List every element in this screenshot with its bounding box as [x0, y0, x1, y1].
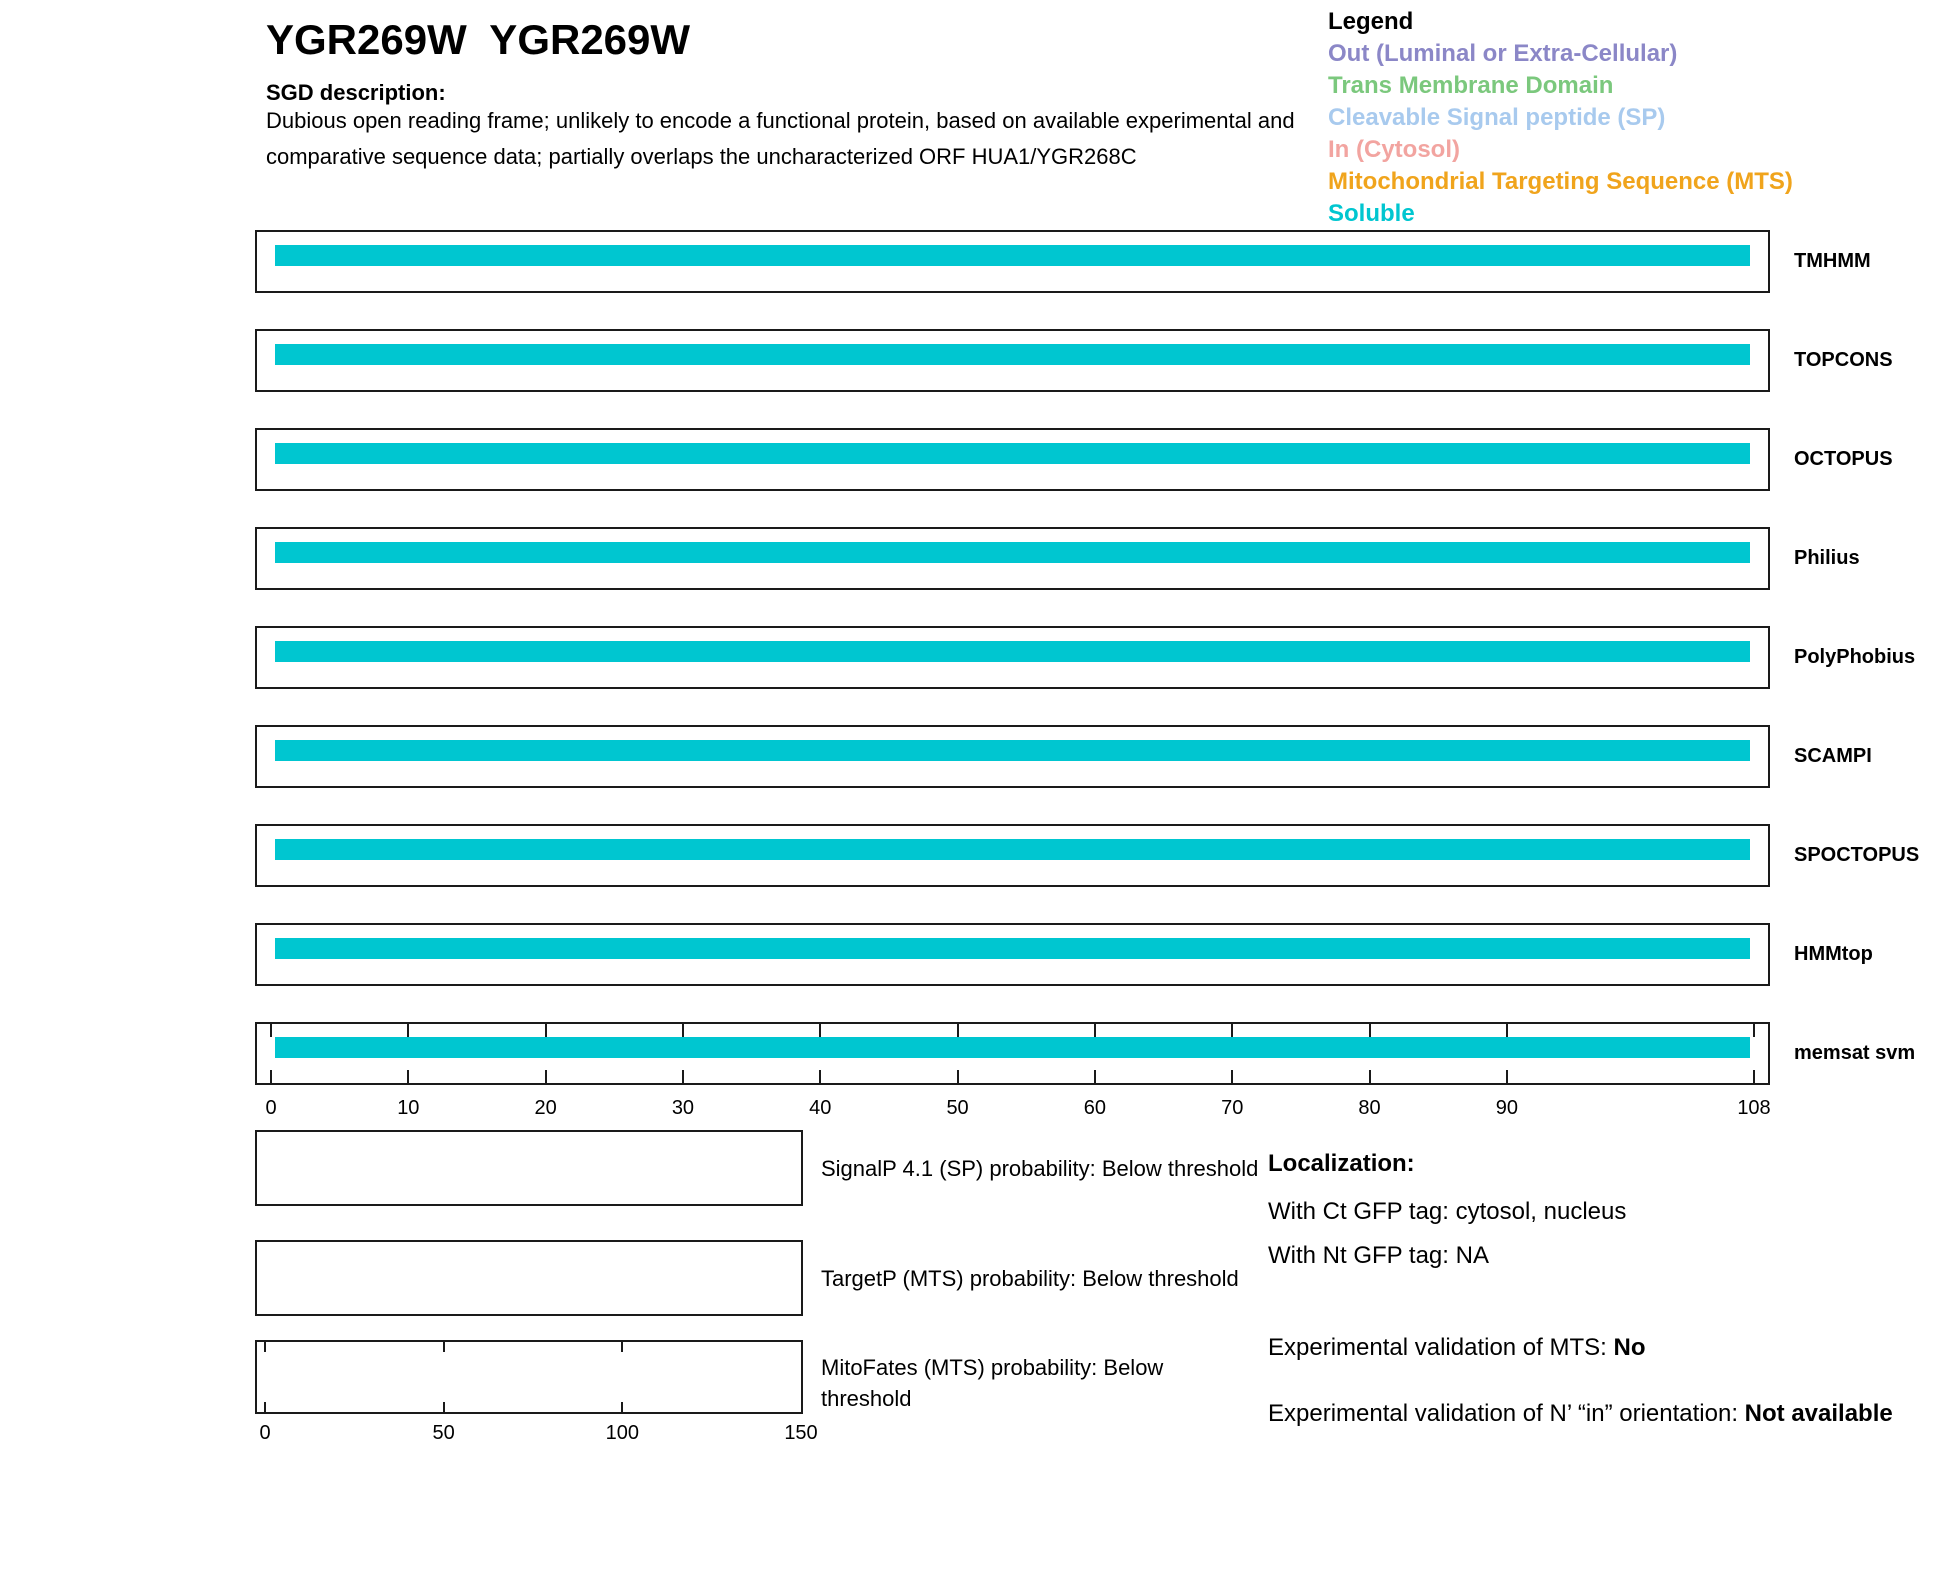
- probability-plot-label-3: MitoFates (MTS) probability: Below threshold: [821, 1355, 1164, 1411]
- orientation-validation-label: Experimental validation of N’ “in” orientation:: [1268, 1400, 1745, 1427]
- mito-axis-tick-top: [264, 1342, 266, 1352]
- soluble-segment-spoctopus: [275, 839, 1750, 860]
- soluble-segment-philius: [275, 542, 1750, 563]
- track-label-spoctopus: SPOCTOPUS: [1794, 844, 1920, 866]
- axis-tick-bottom: [1094, 1070, 1096, 1083]
- axis-tick-bottom: [407, 1070, 409, 1083]
- track-label-hmmtop: HMMtop: [1794, 943, 1873, 965]
- legend-item-out-luminal-or-extra-cellular: Out (Luminal or Extra-Cellular): [1328, 40, 1678, 67]
- axis-tick-bottom: [1506, 1070, 1508, 1083]
- axis-tick-bottom: [957, 1070, 959, 1083]
- sgd-description-heading: SGD description:: [266, 80, 446, 105]
- probability-plot-box-2: [255, 1240, 803, 1316]
- mito-axis-tick-bottom: [264, 1402, 266, 1412]
- soluble-segment-hmmtop: [275, 938, 1750, 959]
- soluble-segment-tmhmm: [275, 245, 1750, 266]
- track-label-polyphobius: PolyPhobius: [1794, 646, 1916, 668]
- orientation-validation-value: Not available: [1744, 1400, 1893, 1427]
- nt-gfp-localization: With Nt GFP tag: NA: [1268, 1242, 1489, 1269]
- axis-tick-bottom: [1231, 1070, 1233, 1083]
- residue-axis-tick-label: 0: [265, 1097, 277, 1119]
- legend-item-cleavable-signal-peptide-sp: Cleavable Signal peptide (SP): [1328, 104, 1666, 131]
- soluble-segment-memsat-svm: [275, 1037, 1750, 1058]
- soluble-segment-polyphobius: [275, 641, 1750, 662]
- track-label-scampi: SCAMPI: [1794, 745, 1872, 767]
- soluble-segment-topcons: [275, 344, 1750, 365]
- soluble-segment-scampi: [275, 740, 1750, 761]
- mito-axis-tick-bottom: [621, 1402, 623, 1412]
- residue-axis-tick-label: 80: [1358, 1097, 1381, 1119]
- legend-item-in-cytosol: In (Cytosol): [1328, 136, 1460, 163]
- track-box-philius: [255, 527, 1770, 590]
- axis-tick-top: [1753, 1024, 1755, 1037]
- residue-axis-tick-label: 40: [809, 1097, 832, 1119]
- mito-axis-tick-label: 100: [605, 1422, 640, 1444]
- track-label-philius: Philius: [1794, 547, 1860, 569]
- axis-tick-bottom: [545, 1070, 547, 1083]
- axis-tick-top: [407, 1024, 409, 1037]
- axis-tick-top: [1369, 1024, 1371, 1037]
- axis-tick-bottom: [682, 1070, 684, 1083]
- probability-plot-label-1: SignalP 4.1 (SP) probability: Below threshold: [821, 1156, 1259, 1181]
- track-box-polyphobius: [255, 626, 1770, 689]
- axis-tick-top: [1231, 1024, 1233, 1037]
- mito-axis-tick-top: [443, 1342, 445, 1352]
- probability-plot-box-1: [255, 1130, 803, 1206]
- track-box-tmhmm: [255, 230, 1770, 293]
- track-box-memsat-svm: [255, 1022, 1770, 1085]
- soluble-segment-octopus: [275, 443, 1750, 464]
- residue-axis-tick-label: 30: [671, 1097, 695, 1119]
- axis-tick-bottom: [1369, 1070, 1371, 1083]
- probability-plot-box-3: [255, 1340, 803, 1414]
- mts-validation-label: Experimental validation of MTS:: [1268, 1334, 1614, 1361]
- axis-tick-top: [1094, 1024, 1096, 1037]
- mts-validation-line: [1268, 1330, 1645, 1366]
- track-label-memsat-svm: memsat svm: [1794, 1042, 1916, 1064]
- sgd-description-line2: comparative sequence data; partially overlaps the uncharacterized ORF HUA1/YGR268C: [266, 144, 1137, 169]
- track-box-spoctopus: [255, 824, 1770, 887]
- residue-axis-tick-label: 60: [1083, 1097, 1106, 1119]
- axis-tick-top: [270, 1024, 272, 1037]
- axis-tick-bottom: [270, 1070, 272, 1083]
- track-label-tmhmm: TMHMM: [1794, 250, 1871, 272]
- sgd-description-line1: Dubious open reading frame; unlikely to encode a functional protein, based on available experimental and: [266, 108, 1295, 133]
- localization-heading: Localization:: [1268, 1150, 1415, 1177]
- track-label-octopus: OCTOPUS: [1794, 448, 1893, 470]
- track-label-topcons: TOPCONS: [1794, 349, 1893, 371]
- legend-items: [1328, 38, 1793, 230]
- axis-tick-bottom: [1753, 1070, 1755, 1083]
- mts-validation-value: No: [1613, 1334, 1646, 1361]
- residue-axis-tick-label: 70: [1221, 1097, 1244, 1119]
- legend-item-mitochondrial-targeting-sequence-mts: Mitochondrial Targeting Sequence (MTS): [1328, 168, 1793, 195]
- axis-tick-top: [682, 1024, 684, 1037]
- residue-axis-tick-label: 10: [397, 1097, 420, 1119]
- orientation-validation-line: [1268, 1396, 1928, 1432]
- probability-plot-label-2: TargetP (MTS) probability: Below threshold: [821, 1266, 1239, 1291]
- legend: [1328, 6, 1793, 230]
- residue-axis-tick-label: 90: [1495, 1097, 1518, 1119]
- residue-axis-tick-label: 50: [946, 1097, 969, 1119]
- residue-axis-tick-label: 108: [1737, 1097, 1771, 1119]
- track-box-hmmtop: [255, 923, 1770, 986]
- mito-axis-tick-top: [621, 1342, 623, 1352]
- track-box-topcons: [255, 329, 1770, 392]
- axis-tick-top: [819, 1024, 821, 1037]
- axis-tick-top: [1506, 1024, 1508, 1037]
- axis-tick-top: [957, 1024, 959, 1037]
- track-box-scampi: [255, 725, 1770, 788]
- page-title: YGR269W YGR269W: [266, 16, 691, 63]
- mito-axis-tick-bottom: [443, 1402, 445, 1412]
- track-box-octopus: [255, 428, 1770, 491]
- ct-gfp-localization: With Ct GFP tag: cytosol, nucleus: [1268, 1198, 1627, 1225]
- legend-item-trans-membrane-domain: Trans Membrane Domain: [1328, 72, 1614, 99]
- axis-tick-bottom: [819, 1070, 821, 1083]
- legend-item-soluble: Soluble: [1328, 200, 1415, 227]
- legend-title: Legend: [1328, 8, 1414, 35]
- mito-axis-tick-label: 150: [784, 1422, 818, 1444]
- mito-axis-tick-label: 50: [432, 1422, 455, 1444]
- axis-tick-top: [545, 1024, 547, 1037]
- mito-axis-tick-label: 0: [259, 1422, 271, 1444]
- residue-axis-tick-label: 20: [534, 1097, 557, 1119]
